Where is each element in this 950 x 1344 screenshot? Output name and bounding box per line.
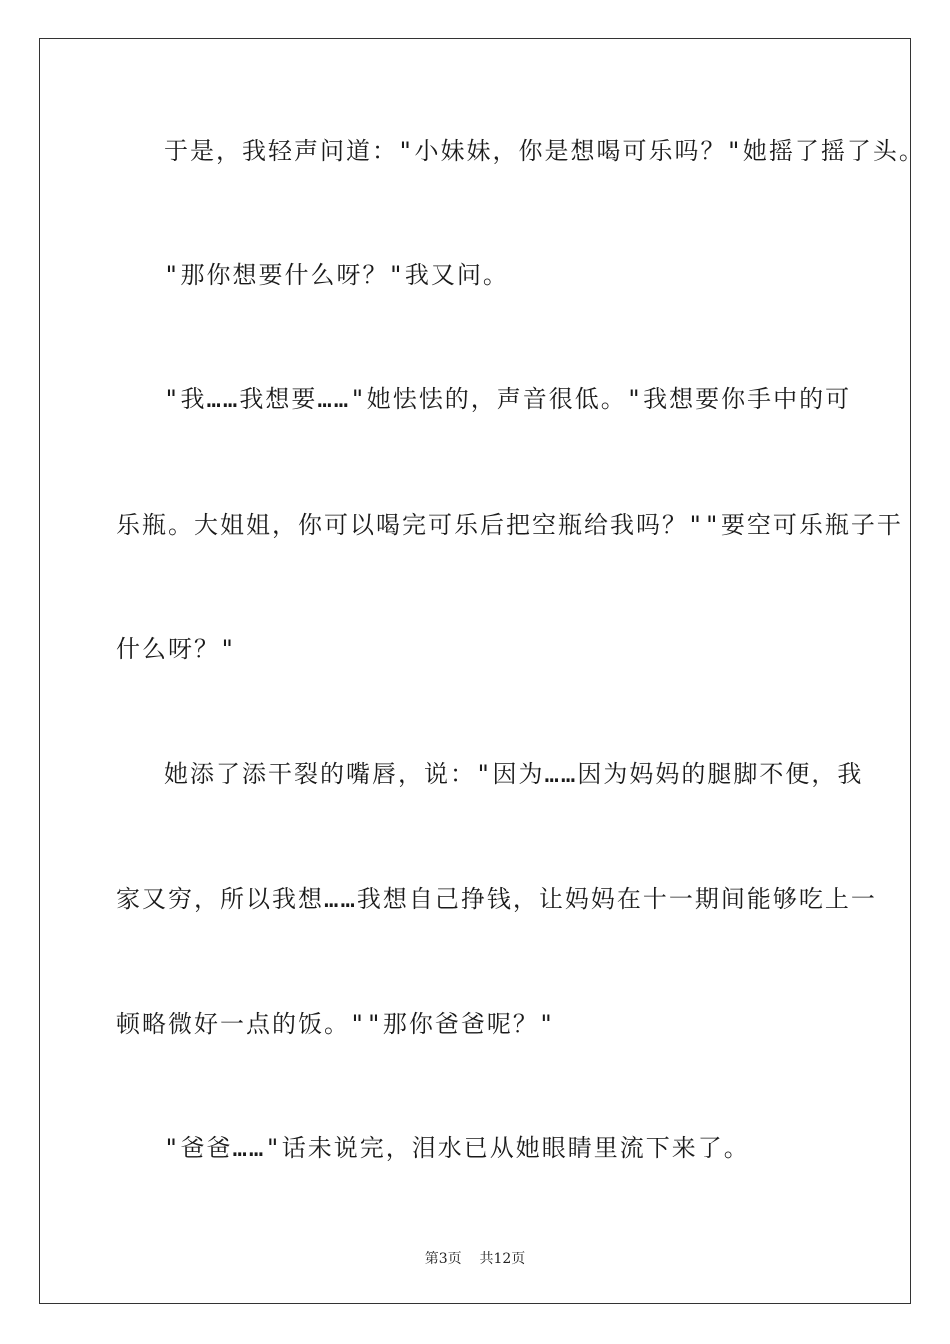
text-line: 家又穷，所以我想……我想自己挣钱，让妈妈在十一期间能够吃上一	[116, 885, 877, 913]
text-line: 于是，我轻声问道："小妹妹，你是想喝可乐吗？"她摇了摇了头。	[164, 137, 925, 165]
text-line: 乐瓶。大姐姐，你可以喝完可乐后把空瓶给我吗？""要空可乐瓶子干	[116, 511, 903, 539]
text-line: 她添了添干裂的嘴唇，说："因为……因为妈妈的腿脚不便，我	[164, 760, 864, 788]
text-line: "爸爸……"话未说完，泪水已从她眼睛里流下来了。	[164, 1134, 750, 1162]
page-number: 第3页	[424, 1251, 462, 1267]
text-line: "我……我想要……"她怯怯的，声音很低。"我想要你手中的可	[164, 385, 852, 413]
text-line: "那你想要什么呀？"我又问。	[164, 261, 509, 289]
page-frame	[39, 38, 925, 1304]
page-total: 共12页	[479, 1251, 526, 1267]
text-line: 什么呀？"	[116, 635, 237, 663]
text-line: 顿略微好一点的饭。""那你爸爸呢？"	[116, 1010, 556, 1038]
page-footer	[0, 1248, 950, 1268]
